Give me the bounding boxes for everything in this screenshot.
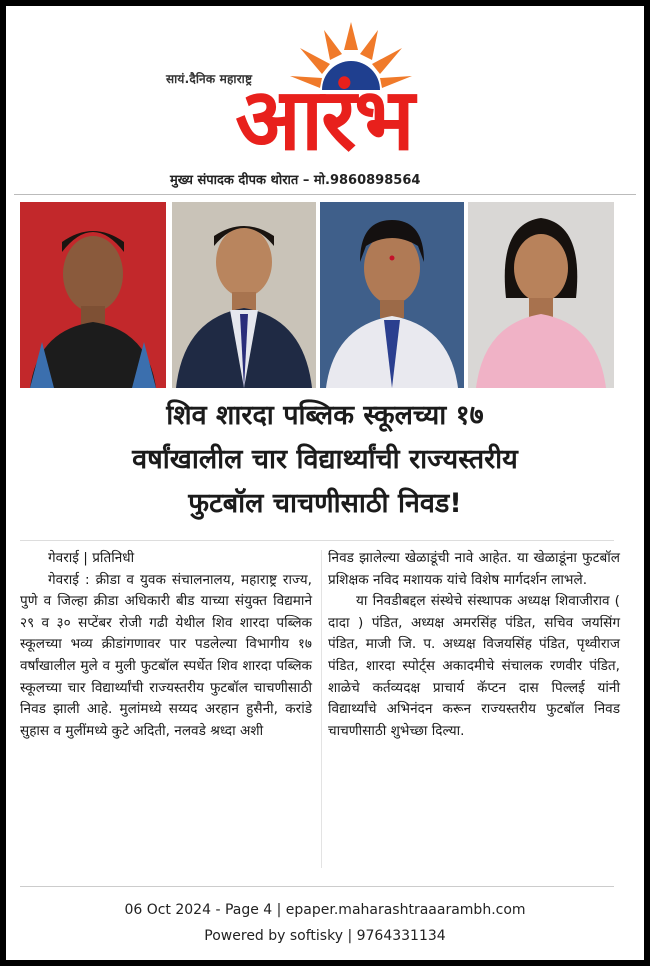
student-photo-3 — [320, 202, 464, 388]
footer-powered-by: Powered by softisky | 9764331134 — [204, 928, 446, 944]
article-paragraph-3: या निवडीबद्दल संस्थेचे संस्थापक अध्यक्ष शिवाजीराव ( दादा ) पंडित, अध्यक्ष अमरसिंह पंडित, सचिव जयसिंग पंडित, माजी जि. प. अध्यक्ष विजयसिंह पंडित, पृथ्वीराज पंडित, शारदा स्पोर्ट्स अकादमीचे संचालक रणवीर पंडित, शाळेचे कर्तव्यदक्ष प्राचार्य कॅप्टन दास पिल्लई यांनी विद्यार्थ्यांचे अभिनंदन करून राज्यस्तरीय फुटबॉल निवड चाचणीसाठी शुभेच्छा दिल्या. — [328, 593, 620, 739]
student-photo-4 — [468, 202, 614, 388]
article-column-right — [328, 548, 620, 742]
newspaper-logo: आरंभ — [235, 70, 413, 170]
editor-contact-line: मुख्य संपादक दीपक थोरात – मो.9860898564 — [170, 173, 421, 188]
headline-line-3: फुटबॉल चाचणीसाठी निवड! — [188, 488, 462, 519]
column-divider — [321, 550, 322, 868]
footer-page-info: 06 Oct 2024 - Page 4 | epaper.maharashtraaarambh.com — [124, 902, 526, 918]
article-headline — [36, 394, 614, 526]
article-paragraph-2: निवड झालेल्या खेळाडूंची नावे आहेत. या खेळाडूंना फुटबॉल प्रशिक्षक नविद मशायक यांचे विशेष मार्गदर्शन लाभले. — [328, 550, 620, 588]
masthead — [6, 6, 644, 198]
headline-divider — [20, 540, 614, 541]
headline-line-1: शिव शारदा पब्लिक स्कूलच्या १७ — [166, 400, 484, 431]
article-dateline: गेवराई | प्रतिनिधी — [48, 550, 135, 566]
epaper-page — [6, 6, 644, 960]
footer-divider — [20, 886, 614, 887]
article-paragraph-1: गेवराई : क्रीडा व युवक संचालनालय, महाराष्ट्र राज्य, पुणे व जिल्हा क्रीडा अधिकारी बीड याच्या संयुक्त विद्यमाने २९ व ३० सप्टेंबर रोजी गढी येथील शिव शारदा पब्लिक स्कूलच्या भव्य क्रीडांगणावर पार पडलेल्या विभागीय १७ वर्षांखालील मुले व मुली फुटबॉल स्पर्धेत शिव शारदा पब्लिक स्कूलच्या चार विद्यार्थ्यांची राज्यस्तरीय फुटबॉल चाचणीसाठी निवड झाली आहे. मुलांमध्ये सय्यद अरहान हुसैनी, करांडे सुहास व मुलींमध्ये कुटे अदिती, नलवडे श्रध्दा अशी — [20, 571, 312, 739]
header-divider — [14, 194, 636, 195]
student-photos — [20, 202, 614, 388]
headline-line-2: वर्षांखालील चार विद्यार्थ्यांची राज्यस्तरीय — [132, 444, 518, 475]
article-column-left — [20, 548, 312, 742]
student-photo-1 — [20, 202, 166, 388]
masthead-tagline: सायं.दैनिक महाराष्ट्र — [166, 72, 253, 86]
student-photo-2 — [172, 202, 316, 388]
